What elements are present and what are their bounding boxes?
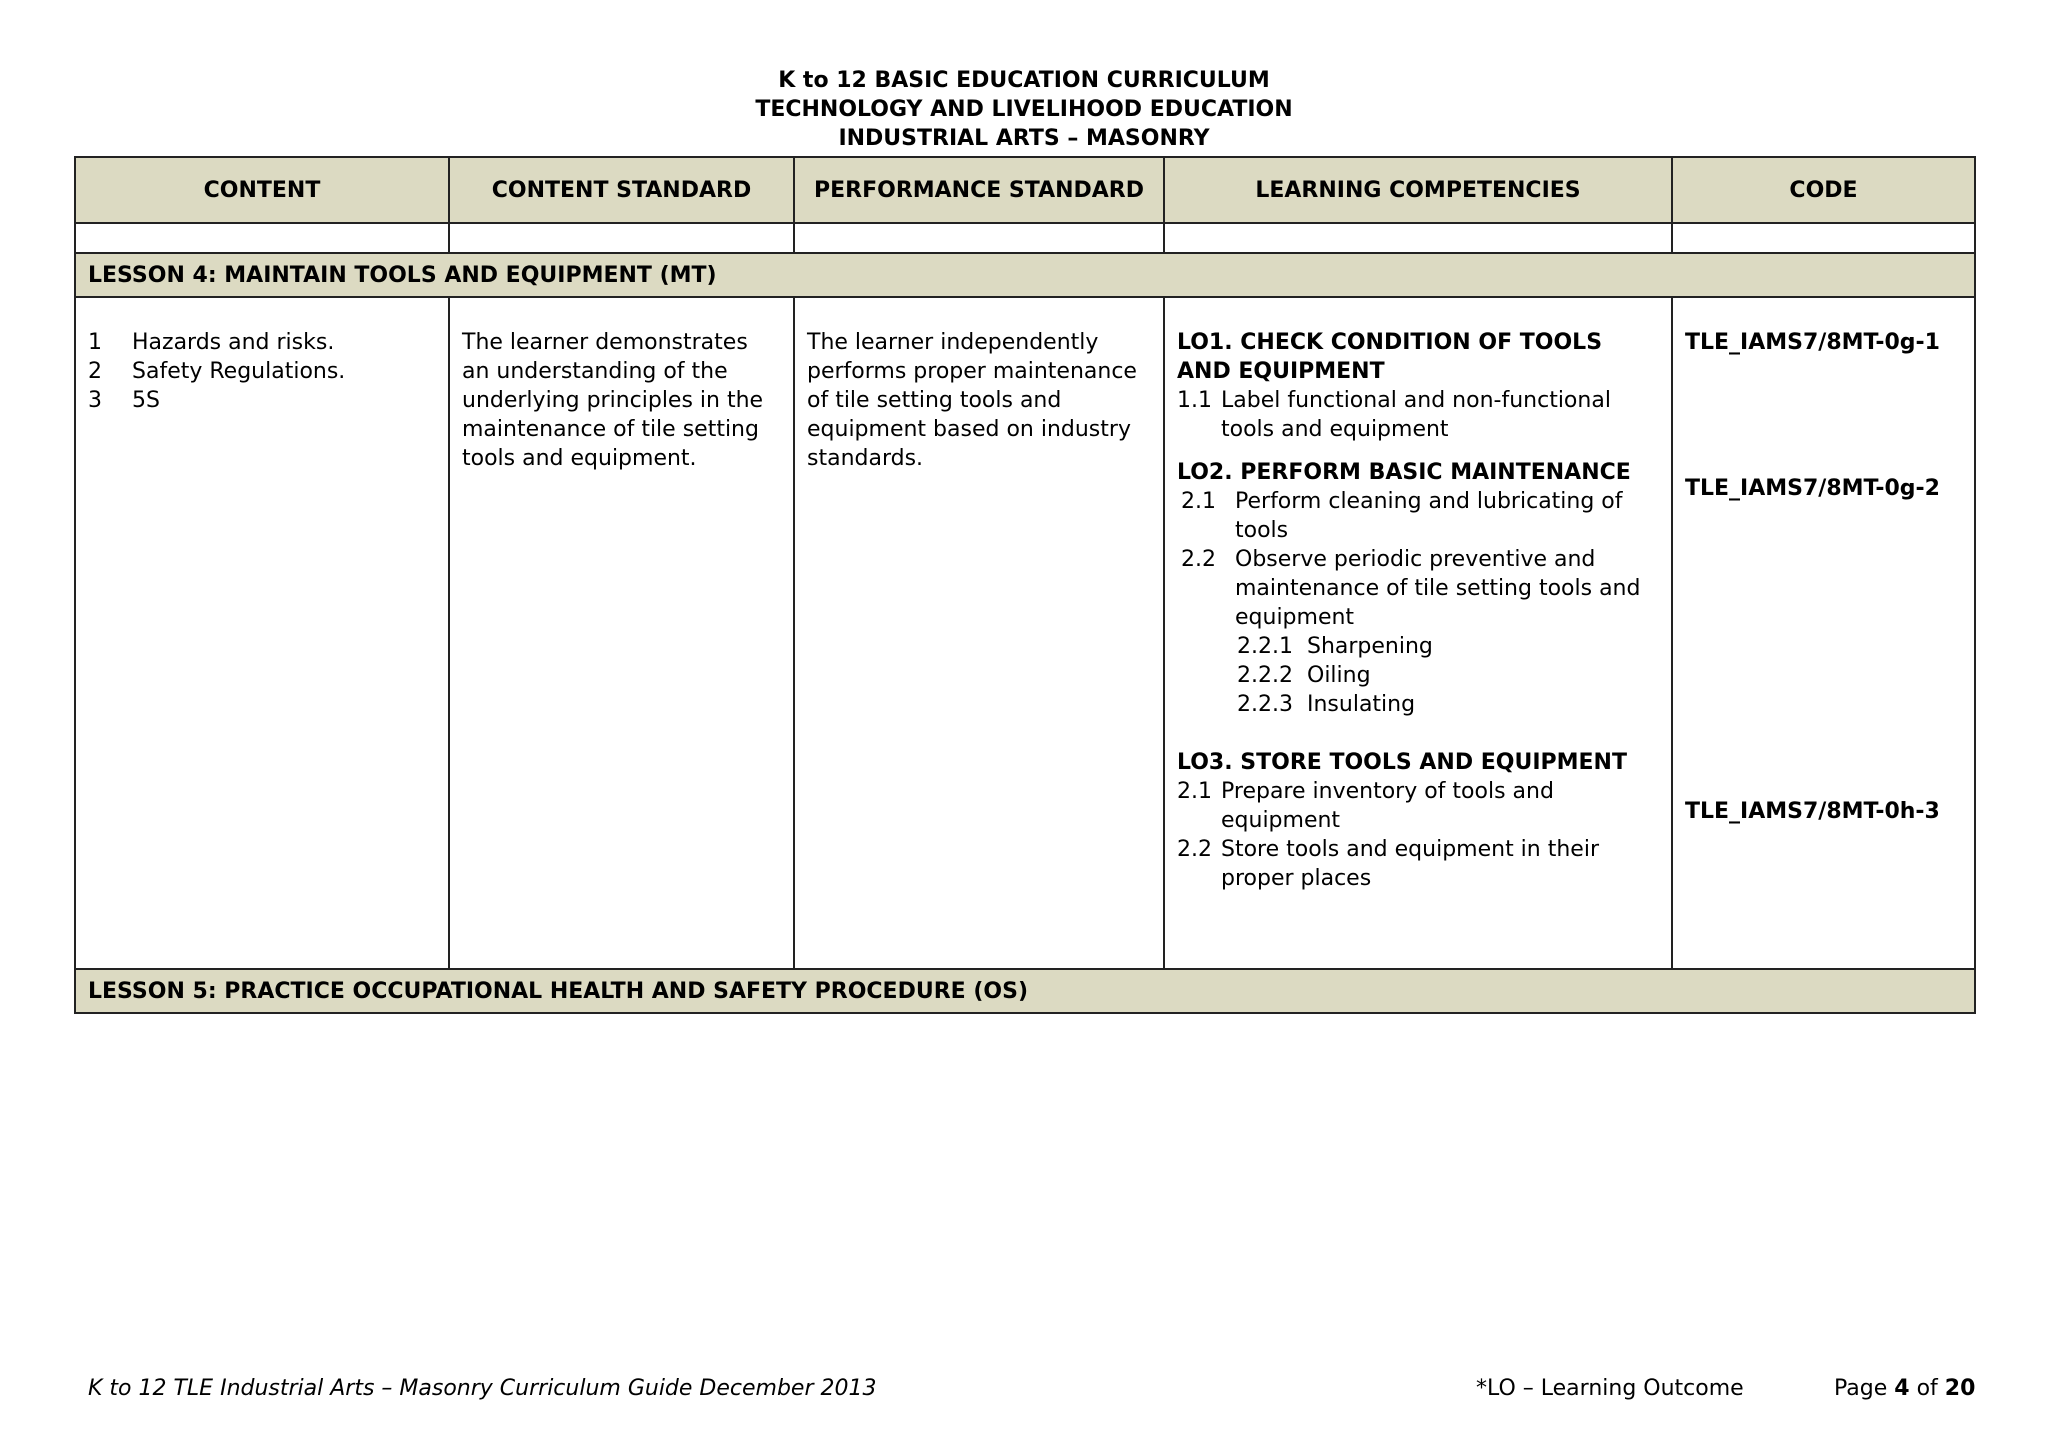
- lo2-item: 2.1 Perform cleaning and lubricating of tools: [1181, 489, 1623, 543]
- column-header-performance-standard: PERFORMANCE STANDARD: [794, 157, 1164, 223]
- empty-row: [75, 223, 1975, 253]
- lo2-subitem: 2.2.1 Sharpening: [1237, 634, 1433, 659]
- code-cell: [1672, 297, 1975, 969]
- header-line-3: INDUSTRIAL ARTS – MASONRY: [838, 126, 1210, 151]
- lo3-code: TLE_IAMS7/8MT-0h-3: [1685, 799, 1940, 824]
- lesson-4-row: [75, 253, 1975, 297]
- lo2-code: TLE_IAMS7/8MT-0g-2: [1685, 476, 1940, 501]
- lo2-subitem: 2.2.2 Oiling: [1237, 663, 1371, 688]
- curriculum-table: [74, 156, 1976, 1014]
- table-header-row: [75, 157, 1975, 223]
- footer-guide-title: K to 12 TLE Industrial Arts – Masonry Curriculum Guide December 2013: [88, 1376, 877, 1401]
- list-item: 1 Hazards and risks.: [88, 330, 335, 355]
- lo1-title: LO1. CHECK CONDITION OF TOOLS AND EQUIPMENT: [1177, 330, 1603, 384]
- content-list: [88, 328, 436, 415]
- performance-standard-cell: The learner independently performs proper maintenance of tile setting tools and equipment based on industry standards.: [794, 297, 1164, 969]
- content-standard-cell: The learner demonstrates an understanding of the underlying principles in the maintenance of tile setting tools and equipment.: [449, 297, 794, 969]
- footer-lo-note: *LO – Learning Outcome: [1476, 1376, 1744, 1401]
- lo1-item: 1.1 Label functional and non-functional tools and equipment: [1177, 388, 1611, 442]
- document-header: [0, 66, 2048, 153]
- column-header-content: CONTENT: [75, 157, 449, 223]
- lo1-code: TLE_IAMS7/8MT-0g-1: [1685, 330, 1940, 355]
- lesson-4-title: LESSON 4: MAINTAIN TOOLS AND EQUIPMENT (MT): [75, 253, 1975, 297]
- lo2-subitem: 2.2.3 Insulating: [1237, 692, 1416, 717]
- column-header-code: CODE: [1672, 157, 1975, 223]
- list-item: 2 Safety Regulations.: [88, 359, 346, 384]
- lesson-5-row: [75, 969, 1975, 1013]
- lesson-5-title: LESSON 5: PRACTICE OCCUPATIONAL HEALTH AND SAFETY PROCEDURE (OS): [75, 969, 1975, 1013]
- list-item: 3 5S: [88, 388, 160, 413]
- content-cell: [75, 297, 449, 969]
- lo2-item: 2.2 Observe periodic preventive and maintenance of tile setting tools and equipment: [1181, 547, 1641, 630]
- lesson-4-body-row: [75, 297, 1975, 969]
- lo2-title: LO2. PERFORM BASIC MAINTENANCE: [1177, 460, 1631, 485]
- lo3-item: 2.1 Prepare inventory of tools and equipment: [1177, 779, 1554, 833]
- header-line-2: TECHNOLOGY AND LIVELIHOOD EDUCATION: [755, 97, 1293, 122]
- column-header-learning-competencies: LEARNING COMPETENCIES: [1164, 157, 1672, 223]
- header-line-1: K to 12 BASIC EDUCATION CURRICULUM: [778, 68, 1270, 93]
- lo3-item: 2.2 Store tools and equipment in their proper places: [1177, 837, 1599, 891]
- column-header-content-standard: CONTENT STANDARD: [449, 157, 794, 223]
- lo3-title: LO3. STORE TOOLS AND EQUIPMENT: [1177, 750, 1627, 775]
- learning-competencies-cell: [1164, 297, 1672, 969]
- page-number: Page 4 of 20: [1834, 1376, 1976, 1401]
